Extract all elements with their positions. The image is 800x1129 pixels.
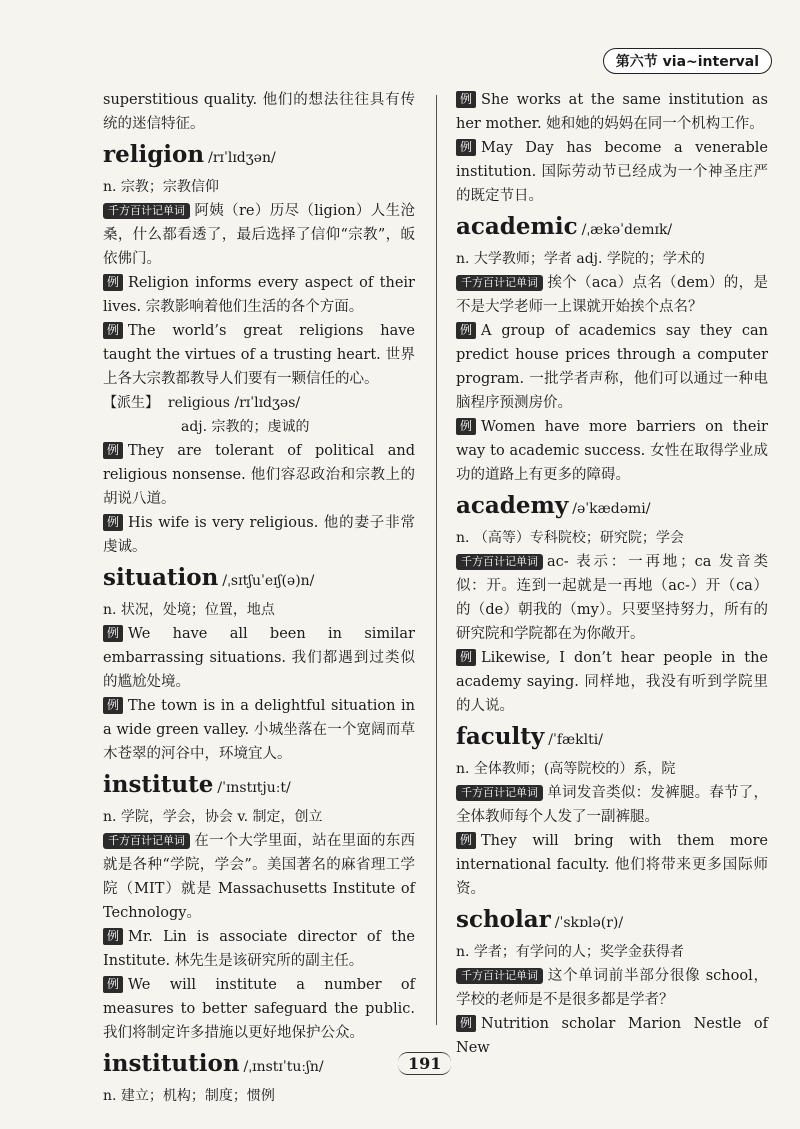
- example: 例 A group of academics say they can predict house prices through a computer program. 一批学者声称，他们可以通过一种电脑程序预测房价。: [456, 323, 768, 411]
- example-icon: 例: [103, 697, 123, 714]
- example: 例 We will institute a number of measures to better safeguard the public. 我们将制定许多措施以更好地保护公众。: [103, 977, 415, 1041]
- headword-situation: situation /ˌsɪtʃuˈeɪʃ(ə)n/: [103, 564, 315, 591]
- memo-entry: 千方百计记单词 在一个大学里面，站在里面的东西就是各种“学院，学会”。美国著名的麻省理工学院（MIT）就是 Massachusetts Institute of Technology。: [103, 833, 415, 921]
- example-icon: 例: [456, 1015, 476, 1032]
- memo-badge: 千方百计记单词: [103, 203, 190, 219]
- left-column: [103, 88, 415, 1108]
- example: 例 Mr. Lin is associate director of the Institute. 林先生是该研究所的副主任。: [103, 929, 415, 969]
- example: 例 Women have more barriers on their way to academic success. 女性在取得学业成功的道路上有更多的障碍。: [456, 419, 768, 483]
- memo-entry: 千方百计记单词 这个单词前半部分很像 school，学校的老师是不是很多都是学者？: [456, 968, 768, 1008]
- example-icon: 例: [103, 322, 123, 339]
- memo-badge: 千方百计记单词: [456, 275, 543, 291]
- example: 例 The town is in a delightful situation in a wide green valley. 小城坐落在一个宽阔而草木苍翠的河谷中，环境宜人。: [103, 698, 415, 762]
- example: 例 May Day has become a venerable institution. 国际劳动节已经成为一个神圣庄严的既定节日。: [456, 140, 768, 204]
- headword-institute: institute /ˈɪnstɪtjuːt/: [103, 771, 291, 798]
- memo-badge: 千方百计记单词: [456, 554, 543, 570]
- example-icon: 例: [103, 514, 123, 531]
- definition: n. 建立；机构；制度；惯例: [103, 1088, 275, 1104]
- continued-text: superstitious quality. 他们的想法往往具有传统的迷信特征。: [103, 92, 415, 132]
- headword-faculty: faculty /ˈfæklti/: [456, 723, 603, 750]
- headword-academy: academy /əˈkædəmi/: [456, 492, 651, 519]
- example-icon: 例: [456, 91, 476, 108]
- example-icon: 例: [456, 139, 476, 156]
- section-header: 第六节 via~interval: [603, 48, 772, 74]
- example: 例 They are tolerant of political and religious nonsense. 他们容忍政治和宗教上的胡说八道。: [103, 443, 415, 507]
- example-icon: 例: [103, 625, 123, 642]
- right-column: [456, 88, 768, 1060]
- memo-badge: 千方百计记单词: [456, 785, 543, 801]
- definition: n. 状况，处境；位置，地点: [103, 602, 275, 618]
- memo-entry: 千方百计记单词 挨个（aca）点名（dem）的，是不是大学老师一上课就开始挨个点名？: [456, 275, 768, 315]
- column-divider: [436, 95, 437, 1025]
- definition: n. 大学教师；学者 adj. 学院的；学术的: [456, 251, 705, 267]
- example: 例 Religion informs every aspect of their lives. 宗教影响着他们生活的各个方面。: [103, 275, 415, 315]
- definition: n. 全体教师；(高等院校的）系，院: [456, 761, 676, 777]
- headword-scholar: scholar /ˈskɒlə(r)/: [456, 906, 624, 933]
- example-icon: 例: [456, 832, 476, 849]
- definition: n. （高等）专科院校；研究院；学会: [456, 530, 684, 546]
- memo-badge: 千方百计记单词: [456, 968, 543, 984]
- example: 例 His wife is very religious. 他的妻子非常虔诚。: [103, 515, 415, 555]
- headword-institution: institution /ˌɪnstɪˈtuːʃn/: [103, 1050, 324, 1077]
- definition: n. 学者；有学问的人；奖学金获得者: [456, 944, 684, 960]
- example-icon: 例: [103, 274, 123, 291]
- example-icon: 例: [103, 976, 123, 993]
- example: 例 Nutrition scholar Marion Nestle of New: [456, 1016, 768, 1056]
- example: 例 The world’s great religions have taught the virtues of a trusting heart. 世界上各大宗教都教导人们要有一颗信任的心。: [103, 323, 415, 387]
- definition: n. 宗教；宗教信仰: [103, 179, 219, 195]
- example: 例 We have all been in similar embarrassing situations. 我们都遇到过类似的尴尬处境。: [103, 626, 415, 690]
- derivative: 【派生】 religious /rɪˈlɪdʒəs/ adj. 宗教的；虔诚的: [103, 395, 310, 435]
- memo-entry: 千方百计记单词 阿姨（re）历尽（ligion）人生沧桑，什么都看透了，最后选择了信仰“宗教”，皈依佛门。: [103, 203, 415, 267]
- memo-badge: 千方百计记单词: [103, 833, 190, 849]
- definition: n. 学院，学会，协会 v. 制定，创立: [103, 809, 323, 825]
- memo-entry: 千方百计记单词 ac- 表示：一再地；ca 发音类似：开。连到一起就是一再地（ac-）开（ca）的（de）朝我的（my）。只要坚持努力，所有的研究院和学院都在为你敞开。: [456, 554, 768, 642]
- page-number: 191: [398, 1052, 451, 1075]
- memo-entry: 千方百计记单词 单词发音类似：发裤腿。春节了，全体教师每个人发了一副裤腿。: [456, 785, 768, 825]
- example-icon: 例: [103, 928, 123, 945]
- example-icon: 例: [456, 322, 476, 339]
- example-icon: 例: [456, 418, 476, 435]
- example-icon: 例: [103, 442, 123, 459]
- example: 例 They will bring with them more international faculty. 他们将带来更多国际师资。: [456, 833, 768, 897]
- headword-religion: religion /rɪˈlɪdʒən/: [103, 141, 276, 168]
- example: 例 Likewise, I don’t hear people in the academy saying. 同样地，我没有听到学院里的人说。: [456, 650, 768, 714]
- headword-academic: academic /ˌækəˈdemɪk/: [456, 213, 673, 240]
- example: 例 She works at the same institution as her mother. 她和她的妈妈在同一个机构工作。: [456, 92, 768, 132]
- example-icon: 例: [456, 649, 476, 666]
